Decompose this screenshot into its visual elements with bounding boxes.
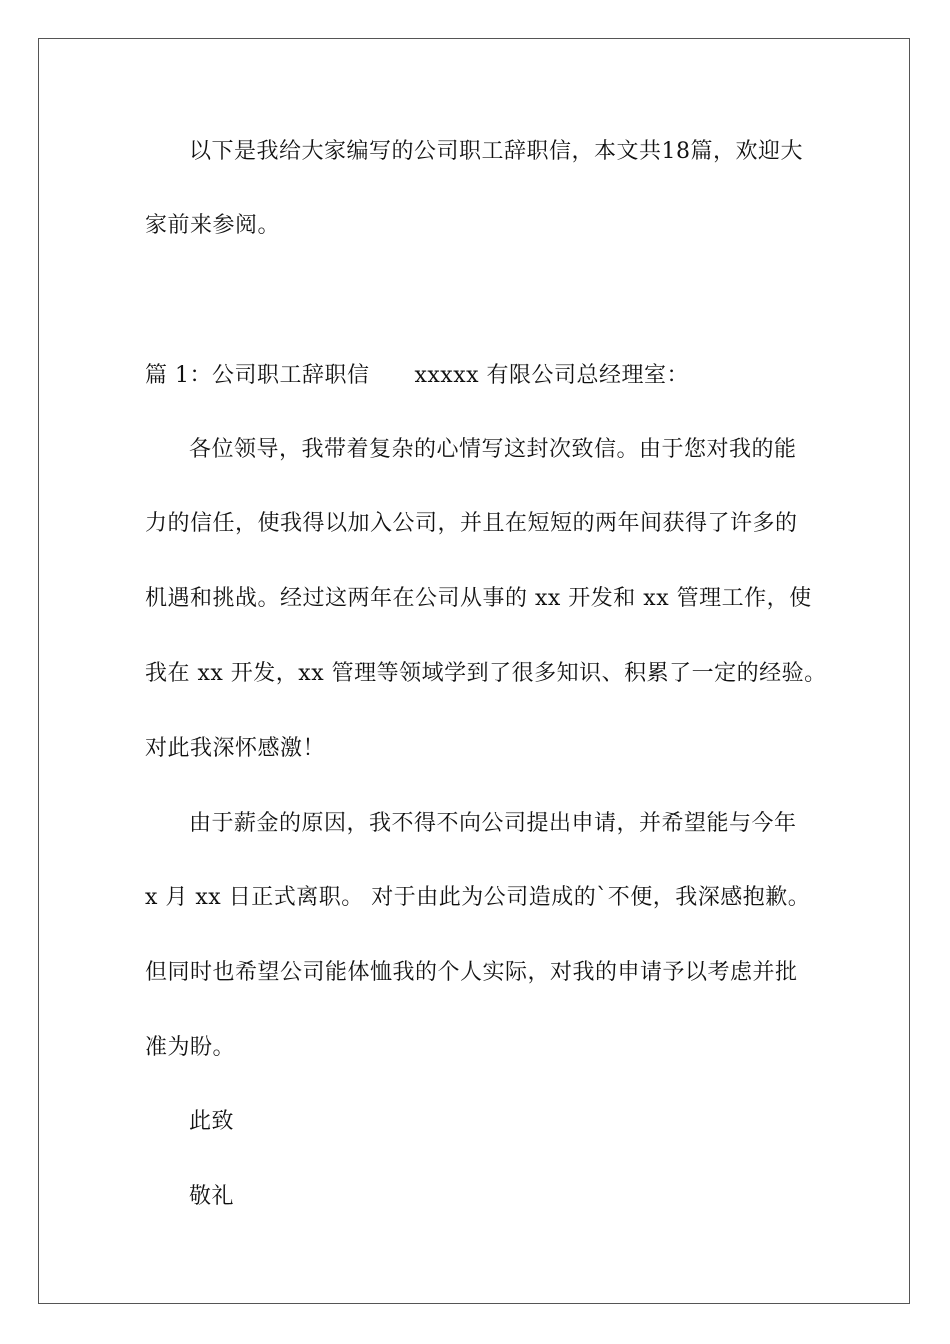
body-line-7: x 月 xx 日正式离职。 对于由此为公司造成的`不便，我深感抱歉。 — [145, 885, 811, 910]
section-heading: 篇 1：公司职工辞职信 xxxxx 有限公司总经理室： — [145, 363, 690, 388]
body-line-1: 各位领导，我带着复杂的心情写这封次致信。由于您对我的能 — [189, 437, 797, 462]
intro-line-2: 家前来参阅。 — [145, 213, 281, 238]
body-line-5: 对此我深怀感激！ — [145, 736, 326, 761]
body-line-3: 机遇和挑战。经过这两年在公司从事的 xx 开发和 xx 管理工作，使 — [145, 586, 812, 611]
body-line-8: 但同时也希望公司能体恤我的个人实际，对我的申请予以考虑并批 — [145, 960, 798, 985]
body-line-6: 由于薪金的原因，我不得不向公司提出申请，并希望能与今年 — [189, 811, 797, 836]
closing-salutation: 此致 — [189, 1109, 235, 1134]
intro-line-1: 以下是我给大家编写的公司职工辞职信，本文共18篇，欢迎大 — [189, 139, 803, 164]
closing-regards: 敬礼 — [189, 1184, 235, 1209]
body-line-2: 力的信任，使我得以加入公司，并且在短短的两年间获得了许多的 — [145, 511, 798, 536]
body-line-4: 我在 xx 开发，xx 管理等领域学到了很多知识、积累了一定的经验。 — [145, 661, 827, 686]
body-line-9: 准为盼。 — [145, 1035, 236, 1060]
